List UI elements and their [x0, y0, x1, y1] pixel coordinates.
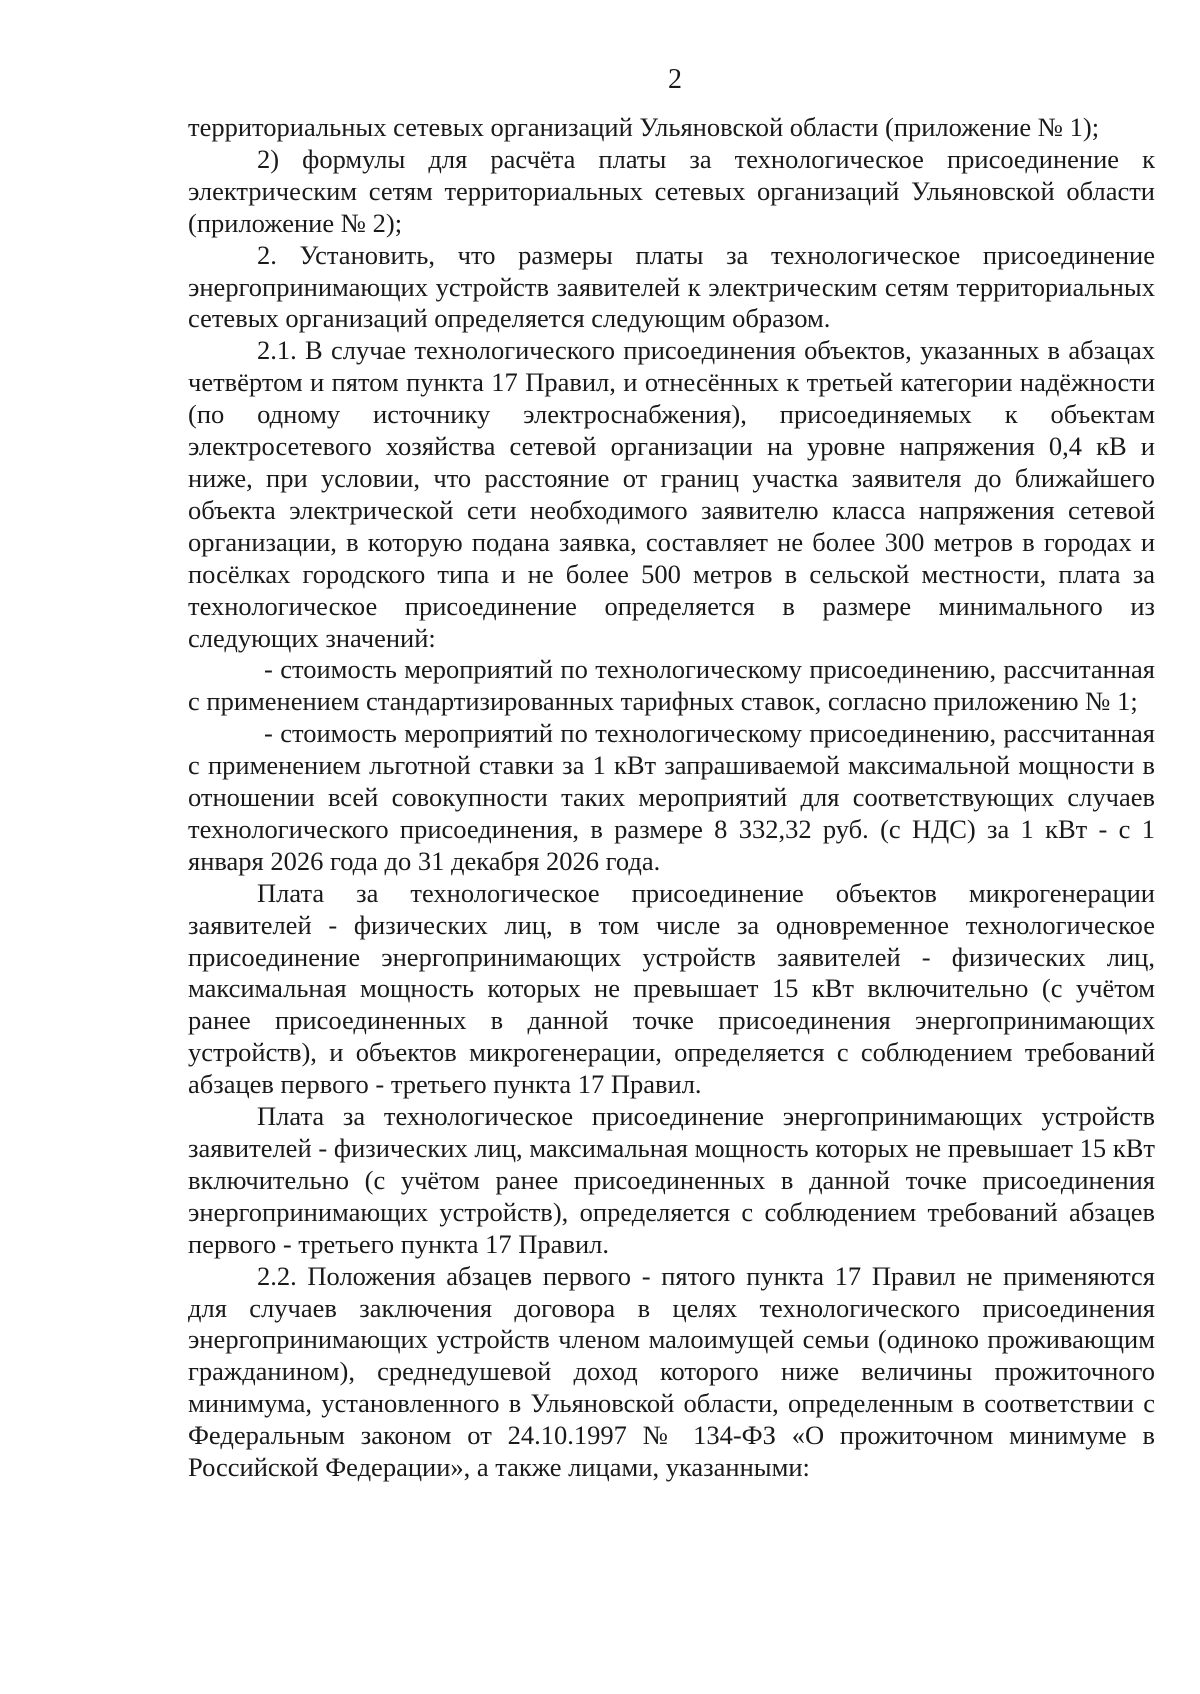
paragraph-bullet-preferential-rate: - стоимость мероприятий по технологическому присоединению, рассчитанная с применением льготной ставки за 1 кВт запрашиваемой максимальной мощности в отношении всей совокупности таких мероприятий для соответствующих случаев технологического присоединения, в размере 8 332,32 руб. (с НДС) за 1 кВт - с 1 января 2026 года до 31 декабря 2026 года. [188, 718, 1155, 876]
paragraph-clause-2-2: 2.2. Положения абзацев первого - пятого пункта 17 Правил не применяются для случаев заключения договора в целях технологического присоединения энергопринимающих устройств членом малоимущей семьи (одиноко проживающим гражданином), среднедушевой доход которого ниже величины прожиточного минимума, установленного в Ульяновской области, определенным в соответствии с Федеральным законом от 24.10.1997 № 134-ФЗ «О прожиточном минимуме в Российской Федерации», а также лицами, указанными: [188, 1260, 1155, 1483]
paragraph-individuals-fee: Плата за технологическое присоединение энергопринимающих устройств заявителей - физических лиц, максимальная мощность которых не превышает 15 кВт включительно (с учётом ранее присоединенных в данной точке присоединения энергопринимающих устройств), определяется с соблюдением требований абзацев первого - третьего пункта 17 Правил. [188, 1101, 1155, 1259]
document-body [188, 112, 1155, 1484]
paragraph-clause-2-1: 2.1. В случае технологического присоединения объектов, указанных в абзацах четвёртом и пятом пункта 17 Правил, и отнесённых к третьей категории надёжности (по одному источнику электроснабжения), присоединяемых к объектам электросетевого хозяйства сетевой организации на уровне напряжения 0,4 кВ и ниже, при условии, что расстояние от границ участка заявителя до ближайшего объекта электрической сети необходимого заявителю класса напряжения сетевой организации, в которую подана заявка, составляет не более 300 метров в городах и посёлках городского типа и не более 500 метров в сельской местности, плата за технологическое присоединение определяется в размере минимального из следующих значений: [188, 335, 1155, 653]
paragraph-appendix-1-continued: территориальных сетевых организаций Ульяновской области (приложение № 1); [188, 112, 1100, 142]
paragraph-clause-2: 2. Установить, что размеры платы за технологическое присоединение энергопринимающих устройств заявителей к электрическим сетям территориальных сетевых организаций определяется следующим образом. [188, 239, 1155, 334]
page-number: 2 [668, 64, 682, 95]
paragraph-bullet-standard-rates: - стоимость мероприятий по технологическому присоединению, рассчитанная с применением стандартизированных тарифных ставок, согласно приложению № 1; [188, 654, 1155, 717]
paragraph-microgeneration-fee: Плата за технологическое присоединение объектов микрогенерации заявителей - физических лиц, в том числе за одновременное технологическое присоединение энергопринимающих устройств заявителей - физических лиц, максимальная мощность которых не превышает 15 кВт включительно (с учётом ранее присоединенных в данной точке присоединения энергопринимающих устройств), и объектов микрогенерации, определяется с соблюдением требований абзацев первого - третьего пункта 17 Правил. [188, 877, 1155, 1100]
paragraph-item-2-formulas: 2) формулы для расчёта платы за технологическое присоединение к электрическим сетям территориальных сетевых организаций Ульяновской области (приложение № 2); [188, 143, 1155, 238]
